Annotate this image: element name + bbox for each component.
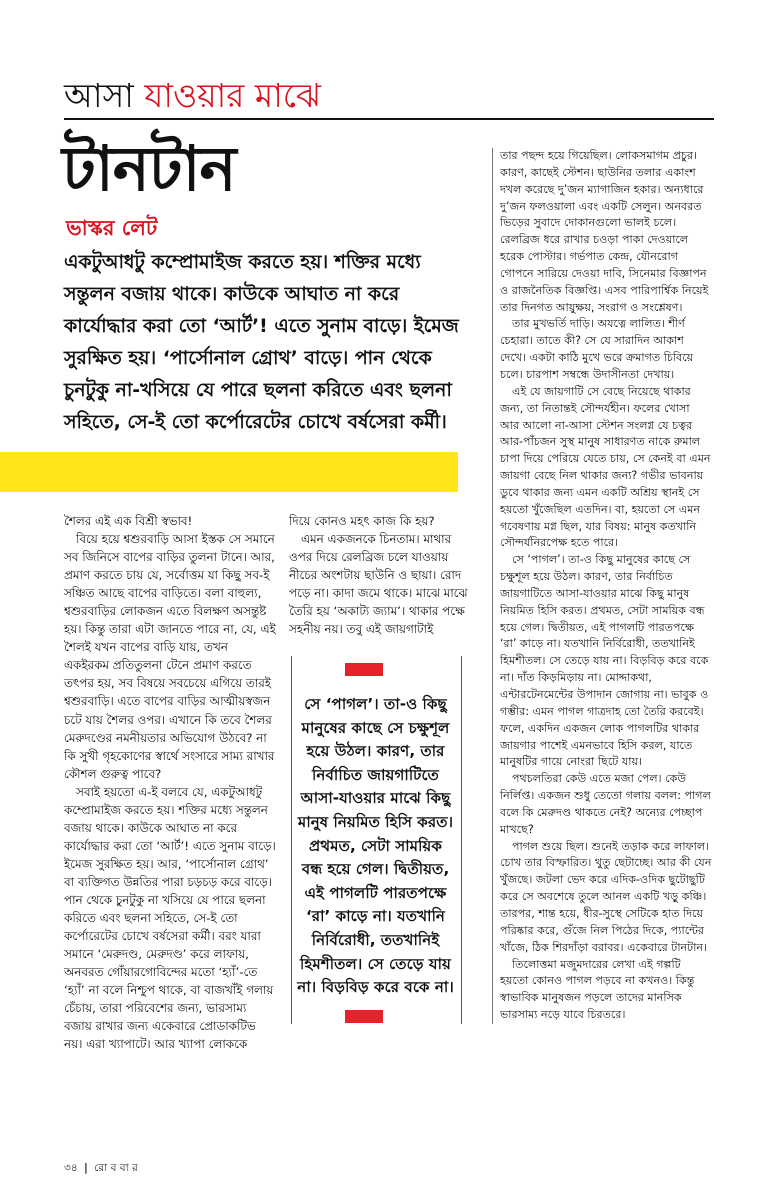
yellow-band (0, 452, 458, 492)
body-column-3 (500, 148, 712, 1024)
header-rule (64, 118, 714, 120)
paragraph: পাগল শুয়ে ছিল। শুনেই তড়াক করে লাফাল। চোখ তার বিস্ফারিত। থুতু ছেটাচ্ছে। আর কী যেন খুঁজছে। জটলা ভেদ করে এদিক-ওদিক ছুটোছুটি করে সে অবশেষে তুলে আনল একটি খড়ু কঞ্চি। তারপর, শান্ত হয়ে, ধীর-সুস্থে সেটিকে হাত দিয়ে পরিষ্কার করে, গুঁজে নিল পিঠের দিকে, প্যান্টের খাঁজে, ঠিক শিরদাঁড়া বরাবর। একেবারে টানটান। (500, 839, 712, 954)
paragraph: পথচলতিরা কেউ এতে মজা পেল। কেউ নির্লিপ্ত। একজন শুধু তেতো গলায় বলল: পাগল বলে কি মেরুদণ্ড থাকতে নেই? অন্যের পেচ্ছাপ মাখছে? (500, 772, 711, 836)
section-kicker (64, 76, 321, 116)
paragraph: তার পছন্দ হয়ে গিয়েছিল। লোকসমাগম প্রচুর। কারণ, কাছেই স্টেশন। ছাউনির তলার একাংশ দখল করেছে দু’জন ম্যাগাজিন হকার। অন্যধারে দু’জন ফলওয়ালা এবং একটি সেলুন। অনবরত ভিড়ের সুবাদে দোকানগুলো ভালই চলে। রেলব্রিজ ধরে রাখার চওড়া পাকা দেওয়ালে হরেক পোস্টার। গর্ভপাত কেন্দ্র, যৌনরোগ গোপনে সারিয়ে দেওয়া দাবি, সিনেমার বিজ্ঞাপন ও রাজনৈতিক বিজ্ঞপ্তি। এসব পারিপার্শ্বিক নিয়েই তার দিনগত আয়ুক্ষয়, সংরাগ ও সংশ্লেষণ। (500, 149, 709, 314)
magazine-name: রো ব বা র (94, 1162, 138, 1174)
intro-standfirst: একটুআধটু কম্প্রোমাইজ করতে হয়। শক্তির মধ্যে সন্তুলন বজায় থাকে। কাউকে আঘাত না করে কার্যোদ্ধার করা তো ‘আর্ট’! এতে সুনাম বাড়ে। ইমেজ সুরক্ষিত হয়। ‘পার্সোনাল গ্রোথ’ বাড়ে। পান থেকে চুনটুকু না-খসিয়ে যে পারে ছলনা করিতে এবং ছলনা সহিতে, সে-ই তো কর্পোরেটের চোখে বর্ষসেরা কর্মী। (64, 251, 459, 433)
pull-quote-top-bar (345, 663, 383, 676)
paragraph: এমন একজনকে চিনতাম। মাথার ওপর দিয়ে রেলব্রিজ চলে যাওয়ায় নীচের অংশটায় ছাউনি ও ছায়া। রোদ পড়ে না। কাদা জমে থাকে। মাঝে মাঝে তৈরি হয় ‘অকাট্য জ্যাম’। থাকার পক্ষে সহনীয় নয়। তবু এই জায়গাটাই (289, 532, 468, 637)
page-number: ৩৪ (64, 1162, 78, 1174)
paragraph: সে ‘পাগল’। তা-ও কিছু মানুষের কাছে সে চক্ষুশূল হয়ে উঠল। কারণ, তার নির্বাচিত জায়গাটিতে আসা-যাওয়ার মাঝে কিছু মানুষ নিয়মিত হিসি করত। প্রথমত, সেটা সাময়িক বন্ধ হয়ে গেল। দ্বিতীয়ত, এই পাগলটি পারতপক্ষে ‘রা’ কাড়ে না। যতখানি নির্বিরোধী, ততখানিই হিমশীতল। সে তেড়ে যায় না। বিড়বিড় করে বকে না। দাঁত কিড়মিড়ায় না। মোদ্দাকথা, এন্টারটেনমেন্টের উপাদান জোগায় না। ভাবুক ও গম্ভীর: এমন পাগল গাত্রদাহ তো তৈরি করবেই। ফলে, একদিন একজন লোক পাগলটির থাকার জায়গার পাশেই এমনভাবে হিসি করল, যাতে মানুষটির গায়ে নোংরা ছিটে যায়। (500, 553, 709, 769)
footer-separator: | (83, 1162, 88, 1174)
body-column-1 (64, 512, 276, 1053)
pull-quote-bottom-bar (345, 1010, 383, 1023)
pull-quote: সে ‘পাগল’। তা-ও কিছু মানুষের কাছে সে চক্ষুশূল হয়ে উঠল। কারণ, তার নির্বাচিত জায়গাটিতে আসা-যাওয়ার মাঝে কিছু মানুষ নিয়মিত হিসি করত। প্রথমত, সেটা সাময়িক বন্ধ হয়ে গেল। দ্বিতীয়ত, এই পাগলটি পারতপক্ষে ‘রা’ কাড়ে না। যতখানি নির্বিরোধী, ততখানিই হিমশীতল। সে তেড়ে যায় না। বিড়বিড় করে বকে না। (297, 695, 454, 997)
kicker-part-2: যাওয়ার মাঝে (144, 76, 322, 115)
paragraph: বিয়ে হয়ে শ্বশুরবাড়ি আসা ইস্তক সে সমানে সব জিনিসে বাপের বাড়ির তুলনা টানে। আর, প্রমাণ করতে চায় যে, সর্বোত্তম যা কিছু সব-ই সঞ্চিত আছে বাপের বাড়িতে। বলা বাহুল্য, শ্বশুরবাড়ির লোকজন এতে বিলক্ষণ অসন্তুষ্ট হয়। কিন্তু তারা এটা জানতে পারে না, যে, এই শৈলই যখন বাপের বাড়ি যায়, তখন একইরকম প্রতিতুলনা টেনে প্রমাণ করতে তৎপর হয়, সব বিষয়ে সবচেয়ে এগিয়ে তারই শ্বশুরবাড়ি। এতে বাপের বাড়ির আত্মীয়স্বজন চটে যায় শৈলর ওপর। এখানে কি তবে শৈলর মেরুদণ্ডের নমনীয়তার অভিযোগ উঠবে? না কি সুখী গৃহকোণের স্বার্থে সংসারে সাম্য রাখার কৌশল গুরুত্ব পাবে? (64, 532, 276, 781)
kicker-part-1: আসা (64, 76, 134, 115)
paragraph: সবাই হয়তো এ-ই বলবে যে, একটুআধটু কম্প্রোমাইজ করতে হয়। শক্তির মধ্যে সন্তুলন বজায় থাকে। কাউকে আঘাত না করে কার্যোদ্ধার করা তো ‘আর্ট’! এতে সুনাম বাড়ে। ইমেজ সুরক্ষিত হয়। আর, ‘পার্সোনাল গ্রোথ’ বা ব্যক্তিগত উন্নতির পারা চড়চড় করে বাড়ে। পান থেকে চুনটুকু না খসিয়ে যে পারে ছলনা করিতে এবং ছলনা সহিতে, সে-ই তো কর্পোরেটের চোখে বর্ষসেরা কর্মী। বরং যারা সমানে ‘মেরুদণ্ড, মেরুদণ্ড’ করে লাফায়, অনবরত গোঁয়ারগোবিন্দের মতো ‘হ্যাঁ’-তে ‘হ্যাঁ’ না বলে নিশ্চুপ থাকে, বা বাজখাঁই গলায় চেঁচায়, তারা পরিবেশের জন্য, ভারসাম্য বজায় রাখার জন্য একেবারে প্রোডাকটিভ নয়। এরা খ্যাপাটে। আর খ্যাপা লোককে (64, 784, 276, 1052)
page-footer (64, 1161, 138, 1175)
body-column-2 (289, 512, 469, 638)
article-title: টানটান (62, 132, 236, 205)
paragraph: তিলোত্তমা মজুমদারের লেখা এই গল্পটি হয়তো কোনও পাগল পড়বে না কখনও। কিন্তু স্বাভাবিক মানুষজন পড়লে তাদের মানসিক ভারসাম্য নড়ে যাবে চিরতরে। (500, 957, 695, 1022)
column-separator (492, 148, 493, 1024)
paragraph: তার মুখভর্তি দাড়ি। অযত্নে লালিত। শীর্ণ চেহারা। তাতে কী? সে যে সারাদিন আকাশ দেখে। একটা কাঠি মুখে ভরে ক্রমাগত চিবিয়ে চলে। চারপাশ সম্বন্ধে উদাসীনতা দেখায়। (500, 317, 694, 381)
paragraph: এই যে জায়গাটি সে বেছে নিয়েছে থাকার জন্য, তা নিতান্তই সৌন্দর্যহীন। ফলের খোসা আর আলো না-আসা স্টেশন সংলগ্ন যে চত্বর আর-পাঁচজন সুস্থ মানুষ সাধারণত নাকে রুমাল চাপা দিয়ে পেরিয়ে যেতে চায়, সে কেনই বা এমন জায়গা বেছে নিল থাকার জন্য? গভীর ভাবনায় ডুবে থাকার জন্য এমন একটি অশ্রিয় স্থানই সে হয়তো খুঁজেছিল এতদিন। বা, হয়তো সে এমন গবেষণায় মগ্ন ছিল, যার বিষয়: মানুষ কতখানি সৌন্দর্যনিরপেক্ষ হতে পারে। (500, 384, 711, 550)
author-byline: ভাস্কর লেট (66, 216, 158, 240)
paragraph: দিয়ে কোনও মহৎ কাজ কি হয়? (289, 514, 435, 528)
paragraph: শৈলর এই এক বিশ্রী স্বভাব! (64, 514, 193, 528)
